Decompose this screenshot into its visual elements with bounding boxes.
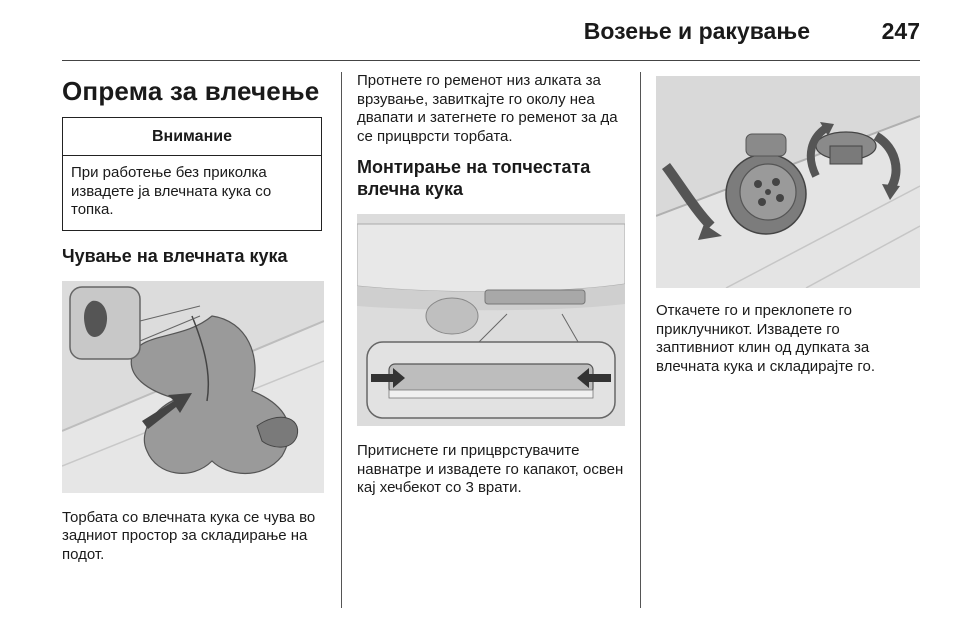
- socket-illustration: [656, 76, 920, 288]
- subheading-storage: Чување на влечната кука: [62, 245, 288, 266]
- header-rule: [62, 60, 920, 61]
- socket-caption: Откачете го и преклопете го приклучникот. Извадете го заптивниот клин од дупката за влечната кука и складирајте го.: [656, 302, 876, 375]
- warning-heading: Внимание: [63, 118, 321, 156]
- column-2: [357, 72, 625, 498]
- section-title: Опрема за влечење: [62, 76, 320, 106]
- page-number: 247: [881, 18, 920, 44]
- column-divider: [640, 72, 641, 608]
- column-divider: [341, 72, 342, 608]
- column-3: [656, 72, 920, 376]
- storage-caption: Торбата со влечната кука се чува во задниот простор за складирање на подот.: [62, 508, 316, 563]
- cover-caption: Притиснете ги прицврстувачите навнатре и извадете го капакот, освен кај хечбекот со 3 врати.: [357, 442, 624, 496]
- page-header: [62, 8, 920, 60]
- strap-instruction: Протнете го ременот низ алката за врзување, завиткајте го околу неа двапати и затегнете го ременот за да се прицврсти торбата.: [357, 72, 618, 145]
- bumper-cover-illustration: [357, 214, 625, 426]
- subheading-mounting: Монтирање на топчестата влечна кука: [357, 157, 591, 199]
- column-1: [62, 72, 324, 564]
- running-title: Возење и ракување: [583, 18, 810, 44]
- warning-box: [62, 117, 322, 231]
- warning-text: При работење без приколка извадете ја влечната кука со топка.: [71, 164, 272, 218]
- towbar-bag-illustration: [62, 281, 324, 493]
